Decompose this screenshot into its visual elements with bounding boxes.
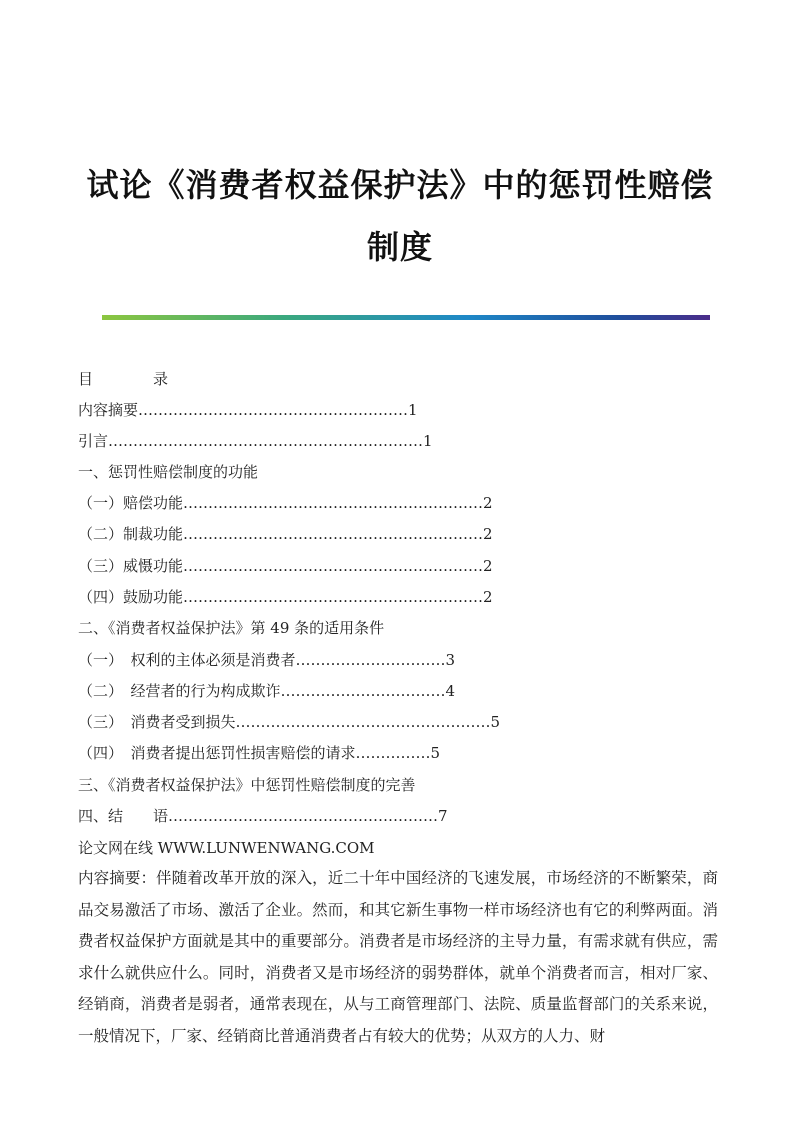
toc-entry: （一）赔偿功能……………………………………………………2: [78, 494, 493, 512]
abstract-paragraph: 内容摘要：伴随着改革开放的深入，近二十年中国经济的飞速发展，市场经济的不断繁荣，商品交易激活了市场、激活了企业。然而，和其它新生事物一样市场经济也有它的利弊两面。消费者权益保护方面就是其中的重要部分。消费者是市场经济的主导力量，有需求就有供应，需求什么就供应什么。同时，消费者又是市场经济的弱势群体，就单个消费者而言，相对厂家、经销商，消费者是弱者，通常表现在，从与工商管理部门、法院、质量监督部门的关系来说，一般情况下，厂家、经销商比普通消费者占有较大的优势；从双方的人力、财: [78, 869, 718, 1045]
toc-heading: 目 录: [78, 370, 169, 388]
toc-entry: 一、惩罚性赔偿制度的功能: [78, 463, 259, 481]
toc-entry: （二）制裁功能……………………………………………………2: [78, 525, 493, 543]
document-title-line-1: 试论《消费者权益保护法》中的惩罚性赔偿: [86, 166, 714, 204]
source-line: 论文网在线 WWW.LUNWENWANG.COM: [78, 839, 375, 857]
toc-entry: （三）威慑功能……………………………………………………2: [78, 557, 493, 575]
toc-entry: （四）鼓励功能……………………………………………………2: [78, 588, 493, 606]
toc-entry: 引言………………………………………………………1: [78, 432, 433, 450]
toc-entry: （三） 消费者受到损失……………………………………………5: [78, 713, 501, 731]
toc-entry: 内容摘要………………………………………………1: [78, 401, 418, 419]
document-title-line-2: 制度: [366, 228, 433, 266]
toc-entry: 四、结 语………………………………………………7: [78, 807, 448, 825]
title-divider: [102, 315, 710, 320]
toc-entry: （一） 权利的主体必须是消费者…………………………3: [78, 651, 456, 669]
toc-entry: 二、《消费者权益保护法》第 49 条的适用条件: [78, 619, 385, 637]
toc-entry: （二） 经营者的行为构成欺诈……………………………4: [78, 682, 456, 700]
toc-entry: 三、《消费者权益保护法》中惩罚性赔偿制度的完善: [78, 776, 416, 794]
toc-entry: （四） 消费者提出惩罚性损害赔偿的请求……………5: [78, 744, 441, 762]
